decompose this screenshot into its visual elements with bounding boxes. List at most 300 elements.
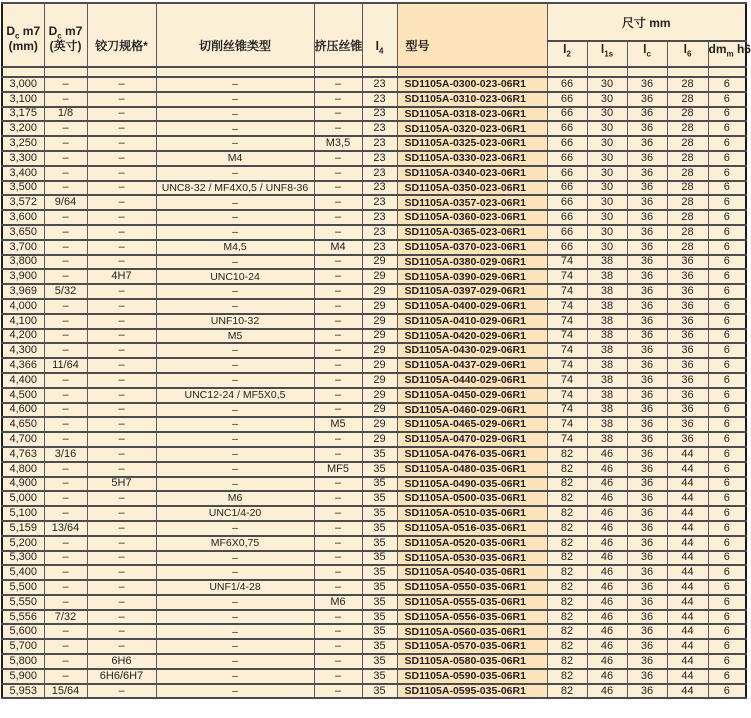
- cell-reamer-spec: –: [87, 284, 156, 299]
- cell-model-number: SD1105A-0370-023-06R1: [397, 240, 547, 255]
- cell-l6: 44: [667, 624, 708, 639]
- col-header-l1s: $l_{1s}$: [587, 41, 627, 67]
- cell-reamer-spec: –: [87, 92, 156, 107]
- cell-l1s: 46: [587, 684, 627, 699]
- col-header-l2: $l_2$: [547, 41, 587, 67]
- cell-reamer-spec: –: [87, 329, 156, 344]
- cell-model-number: SD1105A-0340-023-06R1: [397, 166, 547, 181]
- cell-dmm-h6: 6: [708, 151, 746, 166]
- cell-l4: 23: [362, 240, 397, 255]
- cell-forming-tap: –: [314, 639, 362, 654]
- cell-dmm-h6: 6: [708, 195, 746, 210]
- table-row: [2, 447, 746, 462]
- cell-l1s: 46: [587, 462, 627, 477]
- cell-dmm-h6: 6: [708, 77, 746, 92]
- cell-cutting-tap-type: –: [156, 521, 314, 536]
- cell-forming-tap: –: [314, 255, 362, 270]
- cell-l6: 36: [667, 403, 708, 418]
- cell-l4: 29: [362, 432, 397, 447]
- cell-cutting-tap-type: –: [156, 595, 314, 610]
- cell-dc-mm: 4,400: [2, 373, 44, 388]
- cell-cutting-tap-type: –: [156, 255, 314, 270]
- cell-lc: 36: [627, 373, 667, 388]
- cell-l2: 74: [547, 373, 587, 388]
- cell-lc: 36: [627, 299, 667, 314]
- cell-forming-tap: –: [314, 358, 362, 373]
- cell-model-number: SD1105A-0437-029-06R1: [397, 358, 547, 373]
- cell-dmm-h6: 6: [708, 373, 746, 388]
- cell-lc: 36: [627, 565, 667, 580]
- cell-cutting-tap-type: –: [156, 669, 314, 684]
- cell-l1s: 46: [587, 669, 627, 684]
- cell-l6: 36: [667, 329, 708, 344]
- cell-l4: 35: [362, 462, 397, 477]
- cell-cutting-tap-type: –: [156, 417, 314, 432]
- cell-dc-inch: –: [44, 565, 87, 580]
- cell-lc: 36: [627, 536, 667, 551]
- cell-l1s: 38: [587, 284, 627, 299]
- cell-l4: 35: [362, 580, 397, 595]
- cell-l6: 36: [667, 373, 708, 388]
- col-header-forming-tap: 挤压丝锥: [314, 3, 362, 67]
- table-row: [2, 506, 746, 521]
- cell-l2: 82: [547, 639, 587, 654]
- cell-l2: 82: [547, 491, 587, 506]
- cell-dmm-h6: 6: [708, 329, 746, 344]
- cell-cutting-tap-type: –: [156, 225, 314, 240]
- cell-lc: 36: [627, 240, 667, 255]
- cell-cutting-tap-type: –: [156, 284, 314, 299]
- cell-l6: 28: [667, 195, 708, 210]
- table-row: [2, 151, 746, 166]
- cell-l2: 82: [547, 610, 587, 625]
- cell-dc-inch: –: [44, 669, 87, 684]
- cell-model-number: SD1105A-0325-023-06R1: [397, 136, 547, 151]
- cell-forming-tap: –: [314, 610, 362, 625]
- cell-model-number: SD1105A-0550-035-06R1: [397, 580, 547, 595]
- table-row: [2, 166, 746, 181]
- cell-reamer-spec: 6H6/6H7: [87, 669, 156, 684]
- cell-lc: 36: [627, 358, 667, 373]
- cell-l6: 44: [667, 506, 708, 521]
- dc-symbol: D: [6, 24, 16, 38]
- table-row: [2, 181, 746, 196]
- cell-cutting-tap-type: –: [156, 107, 314, 122]
- cell-l6: 44: [667, 462, 708, 477]
- cell-l4: 29: [362, 314, 397, 329]
- cell-l1s: 30: [587, 107, 627, 122]
- cell-reamer-spec: –: [87, 491, 156, 506]
- cell-l6: 28: [667, 240, 708, 255]
- cell-l1s: 30: [587, 92, 627, 107]
- table-row: [2, 299, 746, 314]
- cell-cutting-tap-type: –: [156, 477, 314, 492]
- cell-reamer-spec: –: [87, 358, 156, 373]
- cell-reamer-spec: –: [87, 314, 156, 329]
- cell-dmm-h6: 6: [708, 388, 746, 403]
- cell-l2: 74: [547, 255, 587, 270]
- cell-dc-mm: 3,800: [2, 255, 44, 270]
- cell-cutting-tap-type: –: [156, 610, 314, 625]
- col-header-dc-mm: $D_c$ m7 (mm): [2, 3, 44, 67]
- cell-l6: 44: [667, 565, 708, 580]
- cell-model-number: SD1105A-0510-035-06R1: [397, 506, 547, 521]
- cell-dc-mm: 3,500: [2, 181, 44, 196]
- cell-l4: 35: [362, 551, 397, 566]
- cell-l1s: 46: [587, 447, 627, 462]
- cell-l6: 28: [667, 210, 708, 225]
- cell-model-number: SD1105A-0470-029-06R1: [397, 432, 547, 447]
- cell-lc: 36: [627, 462, 667, 477]
- cell-lc: 36: [627, 181, 667, 196]
- cell-forming-tap: –: [314, 225, 362, 240]
- table-row: [2, 521, 746, 536]
- cell-reamer-spec: –: [87, 462, 156, 477]
- cell-dc-inch: –: [44, 136, 87, 151]
- cell-l2: 66: [547, 121, 587, 136]
- cell-dmm-h6: 6: [708, 462, 746, 477]
- cell-dc-mm: 4,600: [2, 403, 44, 418]
- cell-dc-mm: 3,969: [2, 284, 44, 299]
- cell-l2: 66: [547, 77, 587, 92]
- cell-dmm-h6: 6: [708, 580, 746, 595]
- cell-l6: 36: [667, 358, 708, 373]
- cell-model-number: SD1105A-0397-029-06R1: [397, 284, 547, 299]
- cell-l4: 29: [362, 388, 397, 403]
- cell-forming-tap: –: [314, 565, 362, 580]
- cell-dc-mm: 5,000: [2, 491, 44, 506]
- cell-dc-inch: –: [44, 432, 87, 447]
- cell-cutting-tap-type: –: [156, 343, 314, 358]
- cell-model-number: SD1105A-0465-029-06R1: [397, 417, 547, 432]
- cell-forming-tap: –: [314, 536, 362, 551]
- table-row: [2, 477, 746, 492]
- cell-l4: 23: [362, 166, 397, 181]
- cell-l2: 66: [547, 240, 587, 255]
- cell-l2: 66: [547, 136, 587, 151]
- cell-l6: 28: [667, 107, 708, 122]
- cell-l2: 82: [547, 521, 587, 536]
- cell-dmm-h6: 6: [708, 225, 746, 240]
- cell-l6: 44: [667, 639, 708, 654]
- table-row: [2, 432, 746, 447]
- cell-dc-mm: 3,175: [2, 107, 44, 122]
- cell-cutting-tap-type: –: [156, 92, 314, 107]
- cell-cutting-tap-type: –: [156, 195, 314, 210]
- cell-model-number: SD1105A-0590-035-06R1: [397, 669, 547, 684]
- table-row: [2, 639, 746, 654]
- cell-dc-inch: –: [44, 491, 87, 506]
- header-row-group: [2, 3, 746, 41]
- cell-model-number: SD1105A-0460-029-06R1: [397, 403, 547, 418]
- cell-dc-inch: –: [44, 77, 87, 92]
- cell-model-number: SD1105A-0318-023-06R1: [397, 107, 547, 122]
- cell-dc-inch: –: [44, 151, 87, 166]
- cell-l6: 28: [667, 181, 708, 196]
- cell-l6: 44: [667, 447, 708, 462]
- cell-l6: 28: [667, 92, 708, 107]
- table-row: [2, 314, 746, 329]
- cell-dc-inch: –: [44, 255, 87, 270]
- cell-forming-tap: –: [314, 195, 362, 210]
- cell-l4: 29: [362, 373, 397, 388]
- cell-dc-inch: –: [44, 373, 87, 388]
- cell-cutting-tap-type: UNF1/4-28: [156, 580, 314, 595]
- cell-l4: 23: [362, 136, 397, 151]
- cell-forming-tap: –: [314, 506, 362, 521]
- cell-lc: 36: [627, 432, 667, 447]
- cell-dc-inch: –: [44, 329, 87, 344]
- table-row: [2, 610, 746, 625]
- table-row: [2, 388, 746, 403]
- cell-l2: 74: [547, 343, 587, 358]
- cell-forming-tap: –: [314, 269, 362, 284]
- cell-l2: 82: [547, 684, 587, 699]
- cell-l4: 35: [362, 521, 397, 536]
- cell-l1s: 30: [587, 181, 627, 196]
- cell-lc: 36: [627, 255, 667, 270]
- table-row: [2, 77, 746, 92]
- cell-l2: 82: [547, 565, 587, 580]
- cell-model-number: SD1105A-0490-035-06R1: [397, 477, 547, 492]
- cell-cutting-tap-type: –: [156, 358, 314, 373]
- cell-l1s: 30: [587, 195, 627, 210]
- cell-cutting-tap-type: –: [156, 299, 314, 314]
- cell-model-number: SD1105A-0390-029-06R1: [397, 269, 547, 284]
- cell-l2: 66: [547, 151, 587, 166]
- cell-l1s: 38: [587, 329, 627, 344]
- cell-dc-inch: –: [44, 506, 87, 521]
- cell-cutting-tap-type: –: [156, 447, 314, 462]
- cell-reamer-spec: –: [87, 136, 156, 151]
- cell-l2: 74: [547, 417, 587, 432]
- cell-l4: 35: [362, 491, 397, 506]
- cell-l1s: 46: [587, 595, 627, 610]
- cell-model-number: SD1105A-0320-023-06R1: [397, 121, 547, 136]
- cell-l4: 35: [362, 669, 397, 684]
- cell-reamer-spec: –: [87, 580, 156, 595]
- cell-lc: 36: [627, 506, 667, 521]
- cell-forming-tap: –: [314, 343, 362, 358]
- table-row: [2, 565, 746, 580]
- cell-model-number: SD1105A-0420-029-06R1: [397, 329, 547, 344]
- cell-dc-inch: –: [44, 595, 87, 610]
- cell-forming-tap: –: [314, 684, 362, 699]
- cell-l1s: 38: [587, 403, 627, 418]
- cell-l4: 29: [362, 403, 397, 418]
- cell-dmm-h6: 6: [708, 610, 746, 625]
- cell-cutting-tap-type: –: [156, 654, 314, 669]
- cell-l4: 35: [362, 536, 397, 551]
- cell-l4: 29: [362, 417, 397, 432]
- cell-forming-tap: –: [314, 284, 362, 299]
- cell-dmm-h6: 6: [708, 343, 746, 358]
- cell-lc: 36: [627, 388, 667, 403]
- table-row: [2, 255, 746, 270]
- cell-reamer-spec: –: [87, 447, 156, 462]
- cell-model-number: SD1105A-0560-035-06R1: [397, 624, 547, 639]
- cell-dmm-h6: 6: [708, 403, 746, 418]
- cell-dc-mm: 3,650: [2, 225, 44, 240]
- cell-dmm-h6: 6: [708, 551, 746, 566]
- col-header-cutting-tap-type: 切削丝锥类型: [156, 3, 314, 67]
- cell-reamer-spec: –: [87, 506, 156, 521]
- cell-dmm-h6: 6: [708, 477, 746, 492]
- cell-l1s: 38: [587, 417, 627, 432]
- cell-dc-mm: 3,400: [2, 166, 44, 181]
- cell-l6: 36: [667, 299, 708, 314]
- cell-dmm-h6: 6: [708, 92, 746, 107]
- col-header-reamer-spec: 铰刀规格*: [87, 3, 156, 67]
- cell-dc-inch: –: [44, 462, 87, 477]
- cell-l6: 44: [667, 521, 708, 536]
- cell-cutting-tap-type: –: [156, 639, 314, 654]
- cell-l2: 82: [547, 536, 587, 551]
- cell-reamer-spec: –: [87, 551, 156, 566]
- cell-l4: 35: [362, 639, 397, 654]
- cell-l1s: 38: [587, 388, 627, 403]
- cell-reamer-spec: –: [87, 432, 156, 447]
- cell-forming-tap: –: [314, 107, 362, 122]
- cell-dmm-h6: 6: [708, 166, 746, 181]
- cell-l1s: 38: [587, 343, 627, 358]
- table-row: [2, 107, 746, 122]
- cell-l2: 82: [547, 580, 587, 595]
- cell-dc-mm: 5,200: [2, 536, 44, 551]
- cell-l6: 44: [667, 580, 708, 595]
- cell-model-number: SD1105A-0500-035-06R1: [397, 491, 547, 506]
- cell-reamer-spec: –: [87, 417, 156, 432]
- cell-dc-mm: 5,159: [2, 521, 44, 536]
- cell-l2: 82: [547, 506, 587, 521]
- cell-dc-inch: –: [44, 299, 87, 314]
- cell-model-number: SD1105A-0476-035-06R1: [397, 447, 547, 462]
- cell-l1s: 46: [587, 536, 627, 551]
- cell-l4: 23: [362, 225, 397, 240]
- cell-l6: 44: [667, 551, 708, 566]
- cell-dc-inch: –: [44, 92, 87, 107]
- cell-cutting-tap-type: –: [156, 684, 314, 699]
- cell-lc: 36: [627, 477, 667, 492]
- table-row: [2, 121, 746, 136]
- cell-forming-tap: –: [314, 551, 362, 566]
- cell-l2: 74: [547, 358, 587, 373]
- cell-l2: 66: [547, 181, 587, 196]
- cell-l2: 82: [547, 462, 587, 477]
- cell-cutting-tap-type: –: [156, 432, 314, 447]
- cell-reamer-spec: –: [87, 639, 156, 654]
- cell-lc: 36: [627, 551, 667, 566]
- cell-model-number: SD1105A-0400-029-06R1: [397, 299, 547, 314]
- cell-dc-inch: 9/64: [44, 195, 87, 210]
- cell-cutting-tap-type: M5: [156, 329, 314, 344]
- cell-l6: 44: [667, 669, 708, 684]
- cell-dmm-h6: 6: [708, 624, 746, 639]
- cell-dmm-h6: 6: [708, 417, 746, 432]
- cell-model-number: SD1105A-0430-029-06R1: [397, 343, 547, 358]
- cell-l1s: 46: [587, 565, 627, 580]
- cell-l2: 66: [547, 92, 587, 107]
- cell-lc: 36: [627, 521, 667, 536]
- cell-l1s: 46: [587, 580, 627, 595]
- cell-reamer-spec: –: [87, 403, 156, 418]
- cell-l4: 29: [362, 255, 397, 270]
- cell-cutting-tap-type: –: [156, 403, 314, 418]
- cell-l6: 36: [667, 417, 708, 432]
- cell-model-number: SD1105A-0540-035-06R1: [397, 565, 547, 580]
- cell-l1s: 38: [587, 314, 627, 329]
- cell-dc-inch: –: [44, 639, 87, 654]
- cell-l6: 28: [667, 77, 708, 92]
- cell-l1s: 38: [587, 358, 627, 373]
- cell-lc: 36: [627, 624, 667, 639]
- cell-dc-mm: 3,300: [2, 151, 44, 166]
- table-row: [2, 225, 746, 240]
- cell-dc-mm: 5,300: [2, 551, 44, 566]
- col-header-model: 型号: [397, 3, 547, 67]
- cell-dc-inch: –: [44, 654, 87, 669]
- cell-cutting-tap-type: –: [156, 624, 314, 639]
- cell-reamer-spec: –: [87, 121, 156, 136]
- cell-forming-tap: M4: [314, 240, 362, 255]
- cell-l6: 28: [667, 225, 708, 240]
- cell-l1s: 38: [587, 373, 627, 388]
- cell-cutting-tap-type: M4,5: [156, 240, 314, 255]
- cell-l4: 35: [362, 565, 397, 580]
- cell-l2: 74: [547, 329, 587, 344]
- cell-l4: 23: [362, 210, 397, 225]
- cell-forming-tap: –: [314, 299, 362, 314]
- dc-mm-unit: (mm): [8, 39, 38, 53]
- cell-dc-mm: 3,900: [2, 269, 44, 284]
- cell-lc: 36: [627, 491, 667, 506]
- cell-model-number: SD1105A-0357-023-06R1: [397, 195, 547, 210]
- cell-lc: 36: [627, 447, 667, 462]
- cell-forming-tap: –: [314, 447, 362, 462]
- cell-dc-inch: –: [44, 388, 87, 403]
- cell-l6: 36: [667, 255, 708, 270]
- cell-forming-tap: –: [314, 624, 362, 639]
- cell-reamer-spec: –: [87, 536, 156, 551]
- cell-dmm-h6: 6: [708, 654, 746, 669]
- cell-dmm-h6: 6: [708, 284, 746, 299]
- cell-reamer-spec: –: [87, 373, 156, 388]
- table-row: [2, 92, 746, 107]
- cell-l4: 29: [362, 329, 397, 344]
- cell-dmm-h6: 6: [708, 299, 746, 314]
- cell-l4: 29: [362, 299, 397, 314]
- cell-dmm-h6: 6: [708, 136, 746, 151]
- cell-l4: 35: [362, 624, 397, 639]
- cell-dc-mm: 4,366: [2, 358, 44, 373]
- cell-cutting-tap-type: –: [156, 462, 314, 477]
- cell-lc: 36: [627, 639, 667, 654]
- cell-l2: 66: [547, 225, 587, 240]
- cell-forming-tap: –: [314, 121, 362, 136]
- cell-model-number: SD1105A-0480-035-06R1: [397, 462, 547, 477]
- cell-l2: 74: [547, 388, 587, 403]
- cell-reamer-spec: –: [87, 240, 156, 255]
- cell-model-number: SD1105A-0595-035-06R1: [397, 684, 547, 699]
- cell-l2: 74: [547, 269, 587, 284]
- cell-cutting-tap-type: UNC10-24: [156, 269, 314, 284]
- cell-dc-inch: –: [44, 580, 87, 595]
- cell-dc-mm: 5,700: [2, 639, 44, 654]
- cell-reamer-spec: –: [87, 107, 156, 122]
- cell-lc: 36: [627, 417, 667, 432]
- cell-dc-inch: 3/16: [44, 447, 87, 462]
- cell-l6: 36: [667, 388, 708, 403]
